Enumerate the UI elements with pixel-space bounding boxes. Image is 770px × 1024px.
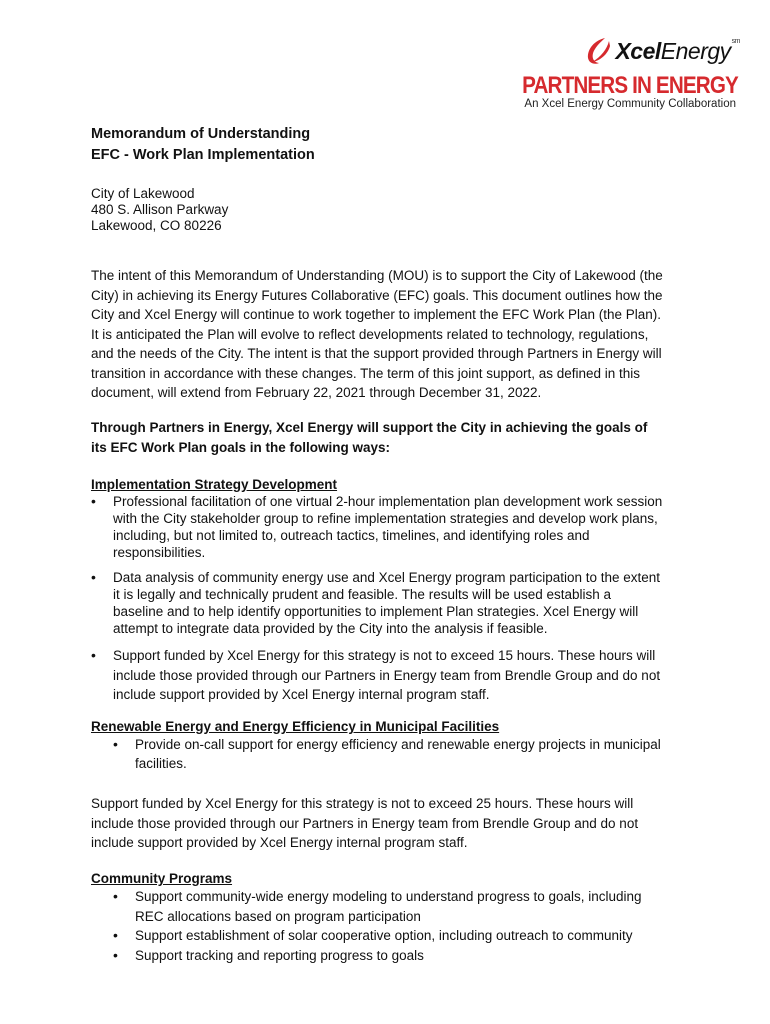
list-item-line: it is legally and technically prudent and feasible. The results will be used establish a [113,587,612,602]
title-line: Memorandum of Understanding [91,126,311,142]
section-heading: Renewable Energy and Energy Efficiency in Municipal Facilities [91,719,500,734]
list-item-line: facilities. [135,756,187,771]
paragraph-line: Support funded by Xcel Energy for this strategy is not to exceed 25 hours. These hours will [91,796,634,811]
list-item [91,926,691,946]
program-tagline: An Xcel Energy Community Collaboration [524,98,736,110]
list-item-line: • Support funded by Xcel Energy for this strategy is not to exceed 15 hours. These hours will [113,648,656,663]
list-item-line: with the City stakeholder group to refine implementation strategies and develop work plans, [113,511,658,526]
xcel-swoosh-icon [583,35,613,67]
xcel-energy-logo [583,34,740,68]
list-item-line: baseline and to help identify opportunities to implement Plan strategies. Xcel Energy will [113,604,639,619]
intro-paragraph [91,266,691,403]
list-item-line: including, but not limited to, outreach tactics, timelines, and identifying roles and [113,528,590,543]
municipal-support-note [91,794,691,853]
statement-line: Through Partners in Energy, Xcel Energy will support the City in achieving the goals of [91,420,648,435]
list-item [91,735,691,773]
section-implementation-strategy [91,476,691,705]
xcel-wordmark: XcelEnergy$^{sm}$ [615,37,740,64]
address-block [91,186,691,234]
program-title: PARTNERS IN ENERGY [522,72,738,99]
paragraph-line: The intent of this Memorandum of Understanding (MOU) is to support the City of Lakewood (the [91,268,663,283]
paragraph-line: City and Xcel Energy will continue to work together to implement the EFC Work Plan (the Plan). [91,307,662,322]
list-item-line: • Data analysis of community energy use and Xcel Energy program participation to the extent [113,570,661,585]
list-item-line: • Provide on-call support for energy efficiency and renewable energy projects in municipal [135,737,661,752]
paragraph-line: It is anticipated the Plan will evolve to reflect developments related to technology, regulations, [91,326,649,342]
list-item-line: • Support tracking and reporting progress to goals [135,947,424,963]
bullet-list [91,493,691,705]
list-item [91,569,691,637]
list-item-line: include those provided through our Partners in Energy team from Brendle Group and do not [113,667,661,683]
section-heading: Implementation Strategy Development [91,477,338,492]
partners-in-energy-logo [490,34,740,114]
paragraph-line: document, will extend from February 22, 2021 through December 31, 2022. [91,385,542,400]
paragraph-line: transition in accordance with these changes. The term of this joint support, as defined in this [91,365,641,381]
bullet-list [91,735,691,773]
address-line: 480 S. Allison Parkway [91,202,229,217]
document-title [91,124,691,166]
title-line: EFC - Work Plan Implementation [91,147,315,163]
paragraph-line: City) in achieving its Energy Futures Collaborative (EFC) goals. This document outlines how the [91,287,663,303]
paragraph-line: include support provided by Xcel Energy internal program staff. [91,835,468,850]
list-item-line: • Support community-wide energy modeling to understand progress to goals, including [135,889,642,904]
section-municipal-facilities [91,718,691,773]
list-item [91,646,691,705]
list-item [91,887,691,926]
list-item-line: include support provided by Xcel Energy internal program staff. [113,687,490,702]
list-item [91,946,691,966]
support-statement [91,418,691,457]
section-heading: Community Programs [91,871,233,886]
list-item-line: • Professional facilitation of one virtual 2-hour implementation plan development work session [113,494,663,509]
address-line: Lakewood, CO 80226 [91,218,222,233]
section-community-programs [91,870,691,965]
list-item-line: attempt to integrate data provided by the City into the analysis if feasible. [113,621,548,636]
paragraph-line: include those provided through our Partners in Energy team from Brendle Group and do not [91,815,639,831]
bullet-list [91,887,691,965]
list-item-line: REC allocations based on program participation [135,908,421,924]
paragraph-line: and the needs of the City. The intent is that the support provided through Partners in Energy will [91,346,662,361]
list-item-line: responsibilities. [113,545,206,560]
statement-line: its EFC Work Plan goals in the following ways: [91,439,391,455]
list-item [91,493,691,561]
address-line: City of Lakewood [91,186,195,201]
list-item-line: • Support establishment of solar cooperative option, including outreach to community [135,928,633,943]
